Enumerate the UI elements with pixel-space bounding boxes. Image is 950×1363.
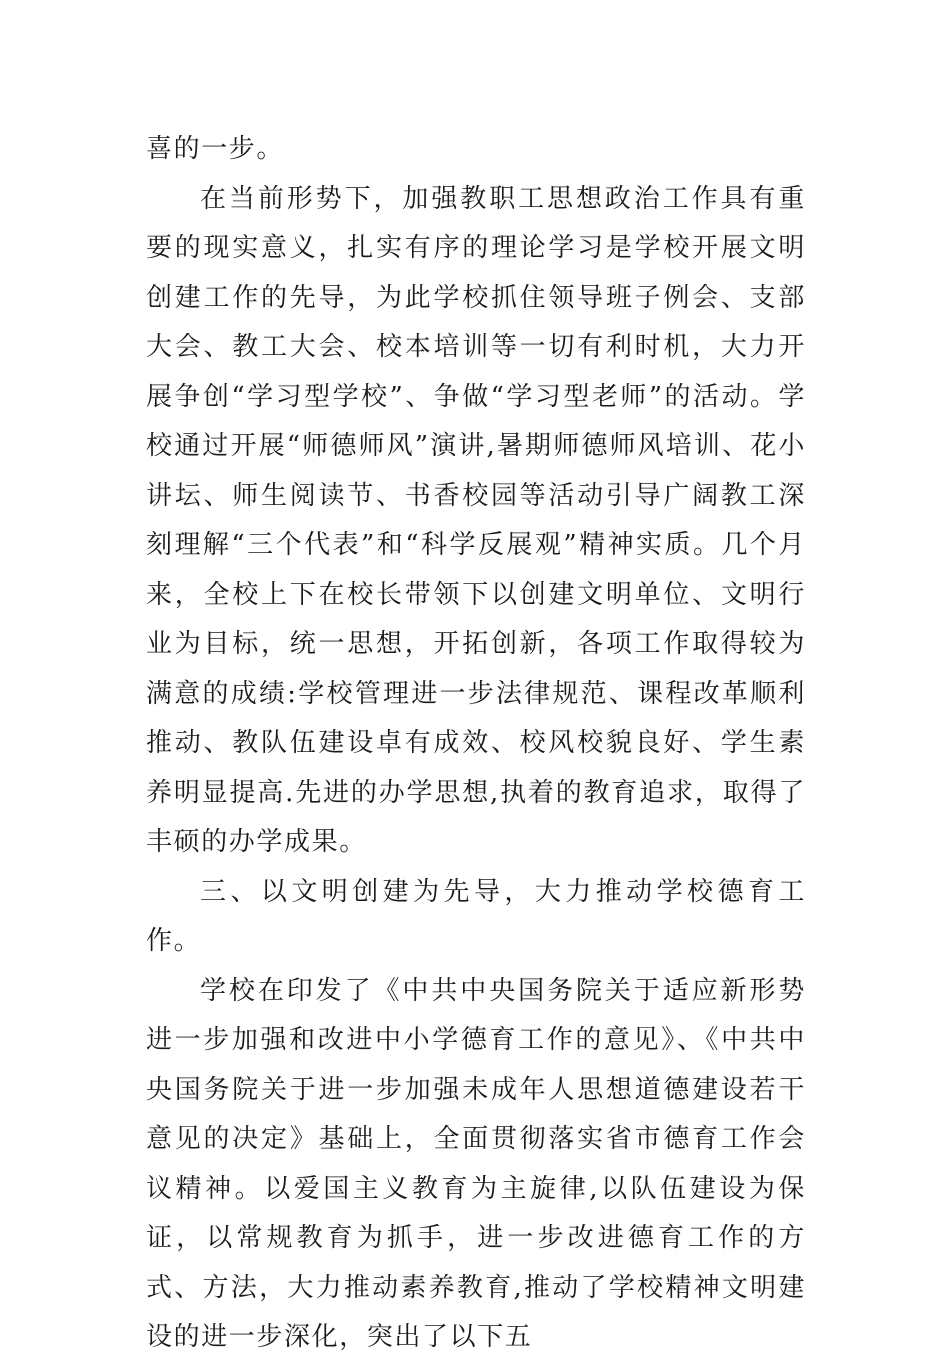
paragraph-continuation: 喜的一步。 [146, 134, 285, 164]
paragraph-moral-education: 学校在印发了《中共中央国务院关于适应新形势进一步加强和改进中小学德育工作的意见》、《中共中央国务院关于进一步加强未成年人思想道德建设若干意见的决定》基础上，全面贯彻落实省市德育工作会议精神。以爱国主义教育为主旋律,以队伍建设为保证，以常规教育为抓手，进一步改进德育工作的方式、方法，大力推动素养教育,推动了学校精神文明建设的进一步深化，突出了以下五 [146, 975, 806, 1352]
section-heading-moral-education: 三、以文明创建为先导，大力推动学校德育工作。 [146, 876, 806, 956]
document-body [146, 125, 806, 1363]
paragraph-political-work: 在当前形势下，加强教职工思想政治工作具有重要的现实意义，扎实有序的理论学习是学校开展文明创建工作的先导，为此学校抓住领导班子例会、支部大会、教工大会、校本培训等一切有利时机，大力开展争创“学习型学校”、争做“学习型老师”的活动。学校通过开展“师德师风”演讲,暑期师德师风培训、花小讲坛、师生阅读节、书香校园等活动引导广阔教工深刻理解“三个代表”和“科学反展观”精神实质。几个月来，全校上下在校长带领下以创建文明单位、文明行业为目标，统一思想，开拓创新，各项工作取得较为满意的成绩:学校管理进一步法律规范、课程改革顺利推动、教队伍建设卓有成效、校风校貌良好、学生素养明显提高.先进的办学思想,执着的教育追求，取得了丰硕的办学成果。 [146, 183, 806, 857]
